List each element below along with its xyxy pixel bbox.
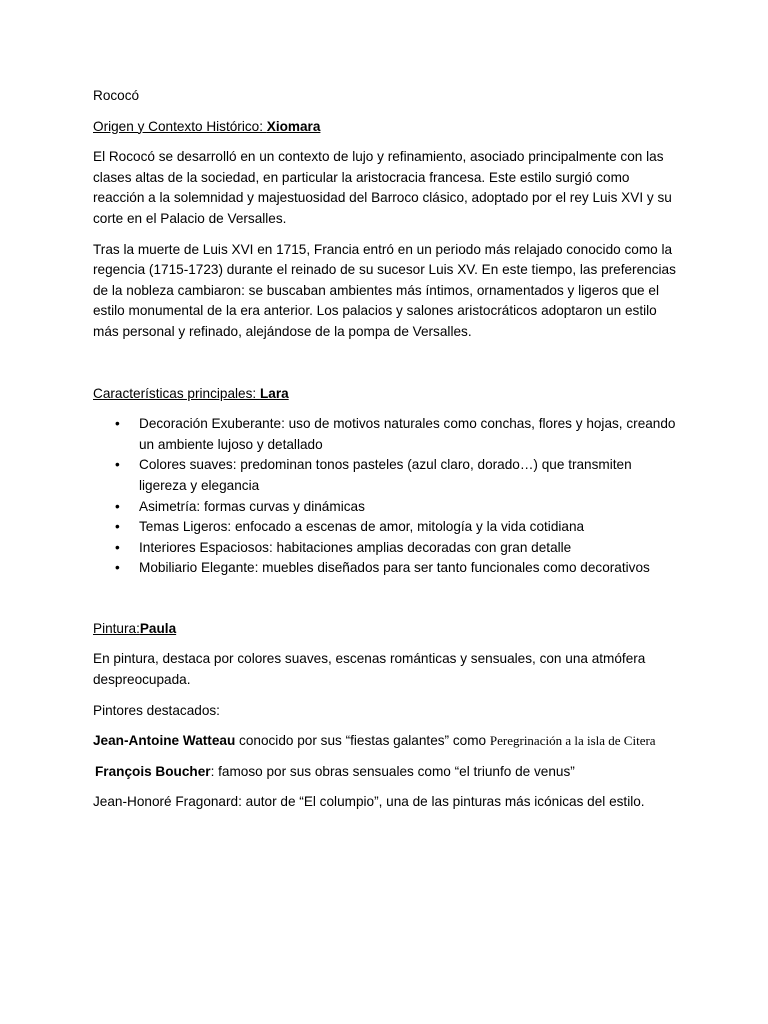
list-item-text: Decoración Exuberante: uso de motivos naturales como conchas, flores y hojas, creando un ambiente lujoso y detallado <box>139 416 676 452</box>
section-heading-label: Características principales: <box>93 385 260 401</box>
spacer <box>93 579 683 619</box>
characteristics-list <box>93 414 683 579</box>
list-item <box>115 517 683 538</box>
painter-name: François Boucher <box>95 763 211 779</box>
paragraph: En pintura, destaca por colores suaves, escenas románticas y sensuales, con una atmófera despreocupada. <box>93 651 646 688</box>
paragraph: Tras la muerte de Luis XVI en 1715, Francia entró en un periodo más relajado conocido como la regencia (1715-1723) durante el reinado de su sucesor Luis XV. En este tiempo, las preferencias de la nobleza cambiaron: se buscaban ambientes más íntimos, ornamentados y ligeros que el estilo monumental de la era anterior. Los palacios y salones aristocráticos adoptaron un estilo más personal y refinado, alejándose de la pompa de Versalles. <box>93 241 676 339</box>
list-item-text: Temas Ligeros: enfocado a escenas de amor, mitología y la vida cotidiana <box>139 519 585 535</box>
painter-name: Jean-Antoine Watteau <box>93 733 236 749</box>
painter-fragonard: Jean-Honoré Fragonard: autor de “El columpio”, una de las pinturas más icónicas del estilo. <box>93 794 645 810</box>
section-author: Paula <box>139 620 177 636</box>
painter-watteau <box>93 731 683 752</box>
section-author: Lara <box>259 385 289 401</box>
list-item <box>115 455 683 496</box>
section-heading-label: Origen y Contexto Histórico: <box>93 118 267 134</box>
bullet-icon: • <box>115 560 120 576</box>
document-body <box>93 86 683 823</box>
bullet-icon: • <box>115 416 120 432</box>
painter-description: conocido por sus “fiestas galantes” como <box>235 733 490 749</box>
list-item-text: Colores suaves: predominan tonos pasteles (azul claro, dorado…) que transmiten ligereza y elegancia <box>139 457 632 493</box>
section-heading-pintura <box>93 619 683 640</box>
painter-description: : famoso por sus obras sensuales como “el triunfo de venus” <box>210 763 575 779</box>
bullet-icon: • <box>115 498 120 514</box>
painter-work: Peregrinación a la isla de Citera <box>489 733 656 749</box>
spacer <box>93 353 683 384</box>
list-item <box>115 414 683 455</box>
list-item <box>115 497 683 518</box>
section-heading-label: Pintura: <box>93 620 140 636</box>
bullet-icon: • <box>115 539 120 555</box>
list-item-text: Mobiliario Elegante: muebles diseñados para ser tanto funcionales como decorativos <box>139 560 650 576</box>
list-item <box>115 558 683 579</box>
section-heading-origen <box>93 117 683 138</box>
list-item-text: Asimetría: formas curvas y dinámicas <box>139 498 365 514</box>
paragraph: El Rococó se desarrolló en un contexto de lujo y refinamiento, asociado principalmente con las clases altas de la sociedad, en particular la aristocracia francesa. Este estilo surgió como reacción a la solemnidad y majestuosidad del Barroco clásico, adoptado por el rey Luis XVI y su corte en el Palacio de Versalles. <box>93 149 672 226</box>
section-heading-caracteristicas <box>93 384 683 405</box>
bullet-icon: • <box>115 519 120 535</box>
list-item-text: Interiores Espaciosos: habitaciones amplias decoradas con gran detalle <box>139 539 572 555</box>
bullet-icon: • <box>115 457 120 473</box>
document-title: Rococó <box>93 88 140 103</box>
painter-boucher <box>93 762 683 783</box>
section-author: Xiomara <box>266 118 321 134</box>
list-item <box>115 538 683 559</box>
painters-heading: Pintores destacados: <box>93 702 220 718</box>
